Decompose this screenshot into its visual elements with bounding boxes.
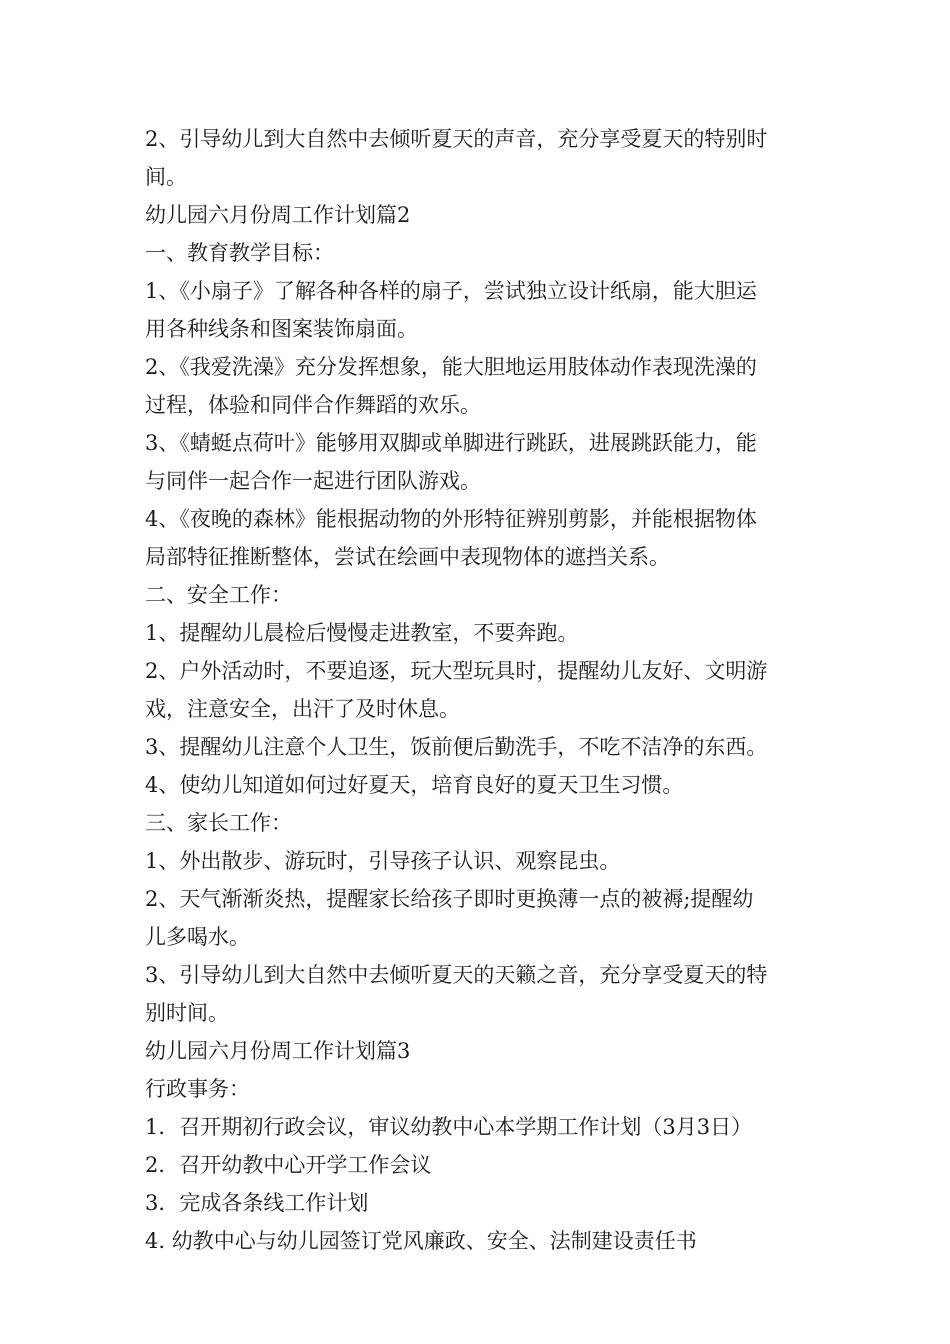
text-line: 4、《夜晚的森林》能根据动物的外形特征辨别剪影，并能根据物体	[145, 507, 757, 531]
text-line: 儿多喝水。	[145, 925, 250, 949]
text-line: 过程，体验和同伴合作舞蹈的欢乐。	[145, 393, 481, 417]
text-line: 2、户外活动时，不要追逐，玩大型玩具时，提醒幼儿友好、文明游	[145, 659, 768, 683]
text-line: 用各种线条和图案装饰扇面。	[145, 317, 418, 341]
text-line: 2．召开幼教中心开学工作会议	[145, 1153, 432, 1177]
text-line: 3、《蜻蜓点荷叶》能够用双脚或单脚进行跳跃，进展跳跃能力，能	[145, 431, 757, 455]
text-line: 间。	[145, 165, 187, 189]
text-line: 3、引导幼儿到大自然中去倾听夏天的天籁之音，充分享受夏天的特	[145, 963, 768, 987]
text-line: 2、引导幼儿到大自然中去倾听夏天的声音，充分享受夏天的特别时	[145, 127, 768, 151]
text-line: 2、《我爱洗澡》充分发挥想象，能大胆地运用肢体动作表现洗澡的	[145, 355, 757, 379]
subsection-heading: 行政事务：	[145, 1077, 250, 1101]
text-line: 1、《小扇子》了解各种各样的扇子，尝试独立设计纸扇，能大胆运	[145, 279, 757, 303]
text-line: 3、提醒幼儿注意个人卫生，饭前便后勤洗手，不吃不洁净的东西。	[145, 735, 768, 759]
text-line: 3．完成各条线工作计划	[145, 1191, 369, 1215]
subsection-heading: 二、安全工作：	[145, 583, 292, 607]
text-line: 1、提醒幼儿晨检后慢慢走进教室，不要奔跑。	[145, 621, 579, 645]
text-line: 1．召开期初行政会议，审议幼教中心本学期工作计划（3月3日）	[145, 1115, 753, 1139]
text-line: 4. 幼教中心与幼儿园签订党风廉政、安全、法制建设责任书	[145, 1229, 697, 1253]
text-line: 别时间。	[145, 1001, 229, 1025]
text-line: 2、天气渐渐炎热，提醒家长给孩子即时更换薄一点的被褥;提醒幼	[145, 887, 754, 911]
section-heading: 幼儿园六月份周工作计划篇3	[145, 1039, 411, 1063]
text-line: 1、外出散步、游玩时，引导孩子认识、观察昆虫。	[145, 849, 621, 873]
text-line: 戏，注意安全，出汗了及时休息。	[145, 697, 460, 721]
subsection-heading: 三、家长工作：	[145, 811, 292, 835]
text-line: 局部特征推断整体，尝试在绘画中表现物体的遮挡关系。	[145, 545, 670, 569]
section-heading: 幼儿园六月份周工作计划篇2	[145, 203, 411, 227]
text-line: 4、使幼儿知道如何过好夏天，培育良好的夏天卫生习惯。	[145, 773, 684, 797]
subsection-heading: 一、教育教学目标：	[145, 241, 334, 265]
text-line: 与同伴一起合作一起进行团队游戏。	[145, 469, 481, 493]
document-body	[145, 120, 810, 1260]
